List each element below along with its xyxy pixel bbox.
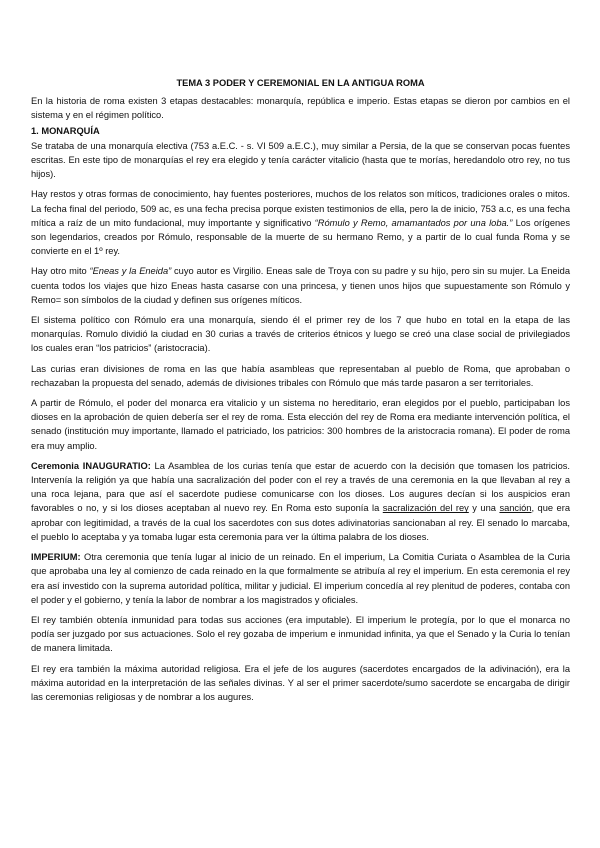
imperium-text: Otra ceremonia que tenía lugar al inicio de un reinado. En el imperium, La Comitia Curiata o Asamblea de la Curia que aprobaba una ley al comienzo de cada reinado en la que formalmente se atribuía al rey el imperium. En esta ceremonia el rey era así investido con la suprema autoridad política, militar y judicial. El imperium concedía al rey plenitud de poderes, contaba con el poder y el gobierno, y tenía la labor de nombrar a los magistrados y oficiales.	[31, 552, 570, 605]
paragraph-fuentes-text-b: Los orígenes son legendarios, creados por Rómulo, responsable de la muerte de su hermano Remo, y a partir de lo cual funda Roma y se convierte en el 1º rey.	[31, 217, 571, 257]
paragraph-inmunidad: El rey también obtenía inmunidad para todas sus acciones (era imputable). El imperium le protegía, por lo que el monarca no podía ser juzgado por sus actuaciones. Solo el rey gozaba de imperium e inmunidad infinita, ya que el Senado y la Curia lo tenían de manera limitada.	[31, 614, 570, 654]
paragraph-fuentes	[31, 187, 570, 258]
paragraph-sistema-politico: El sistema político con Rómulo era una monarquía, siendo él el primer rey de los 7 que hubo en total en la etapa de las monarquías. Romulo dividió la ciudad en 30 curias a través de criterios étnicos y luego se creó una clase social de privilegiados los cuales eran “los patricios” (aristocracia).	[31, 315, 570, 354]
term-sancion: sanción	[499, 503, 532, 514]
paragraph-eneida-text-a: Hay otro mito	[31, 266, 90, 277]
inauguratio-label: Ceremonia INAUGURATIO:	[31, 460, 151, 471]
inauguratio-text-mid: y una	[468, 503, 500, 514]
intro-paragraph: En la historia de roma existen 3 etapas destacables: monarquía, república e imperio. Estas etapas se dieron por cambios en el sistema y en el régimen político.	[31, 96, 570, 121]
page-title: TEMA 3 PODER Y CEREMONIAL EN LA ANTIGUA ROMA	[176, 78, 425, 88]
section-heading-monarquia: 1. MONARQUÍA	[31, 125, 100, 136]
inauguratio-text-a: La Asamblea de los curias tenía que estar de acuerdo con la decisión que tomasen los patricios. Intervenía la religión ya que había una sacralización del poder con el rey a través de una ceremonia en la que llevaban al rey a una roca lejana, para que así el sacerdote pudiese comunicarse con los dioses. Los augures decían si los auspicios eran favorables o no, y si los dioses aceptaban al nuevo rey. En Roma esto suponía la	[31, 460, 570, 514]
paragraph-poder-monarca: A partir de Rómulo, el poder del monarca era vitalicio y un sistema no hereditario, eran elegidos por el pueblo, participaban los dioses en la aprobación de quien debería ser el rey de roma. Esta elección del rey de Roma era mediante intervención política, el senado (institución muy importante, llamado el patriciado, los patricios: 300 hombres de la aristocracia romana). El poder de roma era muy amplio.	[31, 398, 570, 451]
paragraph-imperium	[31, 550, 570, 607]
paragraph-eneida-text-b: cuyo autor es Virgilio. Eneas sale de Troya con su padre y su hijo, pero sin su mujer. La Eneida cuenta todos los viajes que hizo Eneas hasta casarse con una princesa, y tienen unos hijos que supuestamente son Rómulo y Remo= son símbolos de la ciudad y definen sus orígenes míticos.	[31, 266, 570, 305]
paragraph-inauguratio	[31, 459, 570, 544]
paragraph-fuentes-text-a: Hay restos y otras formas de conocimiento, hay fuentes posteriores, muchos de los relatos son míticos, tradiciones orales o mitos. La fecha final del periodo, 509 ac, es una fecha precisa porque existen testimonios de ella, pero la de inicio, 753 a.c, es una fecha mítica a raíz de un mito fundacional, muy importante y significativo	[31, 189, 570, 228]
paragraph-monarquia-electiva: Se trataba de una monarquía electiva (753 a.E.C. - s. VI 509 a.E.C.), muy similar a Persia, de la que se conservan pocas fuentes escritas. En este tipo de monarquías el rey era elegido y tenía carácter vitalicio (hasta que te morías, heredandolo otro rey, no tus hijos).	[31, 140, 570, 180]
term-sacralizacion: sacralización del rey	[382, 503, 469, 514]
myth-eneas: “Eneas y la Eneida”	[89, 266, 172, 277]
inauguratio-text-b: , que era aprobar con legitimidad, a través de la cual los sacerdotes con sus dotes adivinatorias sancionaban al rey. El senado lo marcaba, el pueblo lo aceptaba y ya tomaba lugar esta ceremonia para ver la última palabra de los dioses.	[31, 503, 570, 542]
paragraph-curias: Las curias eran divisiones de roma en las que había asambleas que representaban al pueblo de Roma, que aprobaban o rechazaban la propuesta del senado, además de divisiones tribales con Rómulo que más tarde pasaron a ser territoriales.	[31, 363, 570, 388]
paragraph-eneida	[31, 264, 570, 307]
myth-romulo-remo: “Rómulo y Remo, amamantados por una loba.”	[314, 217, 513, 228]
paragraph-autoridad-religiosa: El rey era también la máxima autoridad religiosa. Era el jefe de los augures (sacerdotes encargados de la adivinación), era la máxima autoridad en la interpretación de las señales divinas. Y al ser el primer sacerdote/sumo sacerdote se encargaba de dirigir las ceremonias religiosas y de nombrar a los augures.	[31, 663, 570, 702]
imperium-label: IMPERIUM:	[31, 552, 81, 563]
